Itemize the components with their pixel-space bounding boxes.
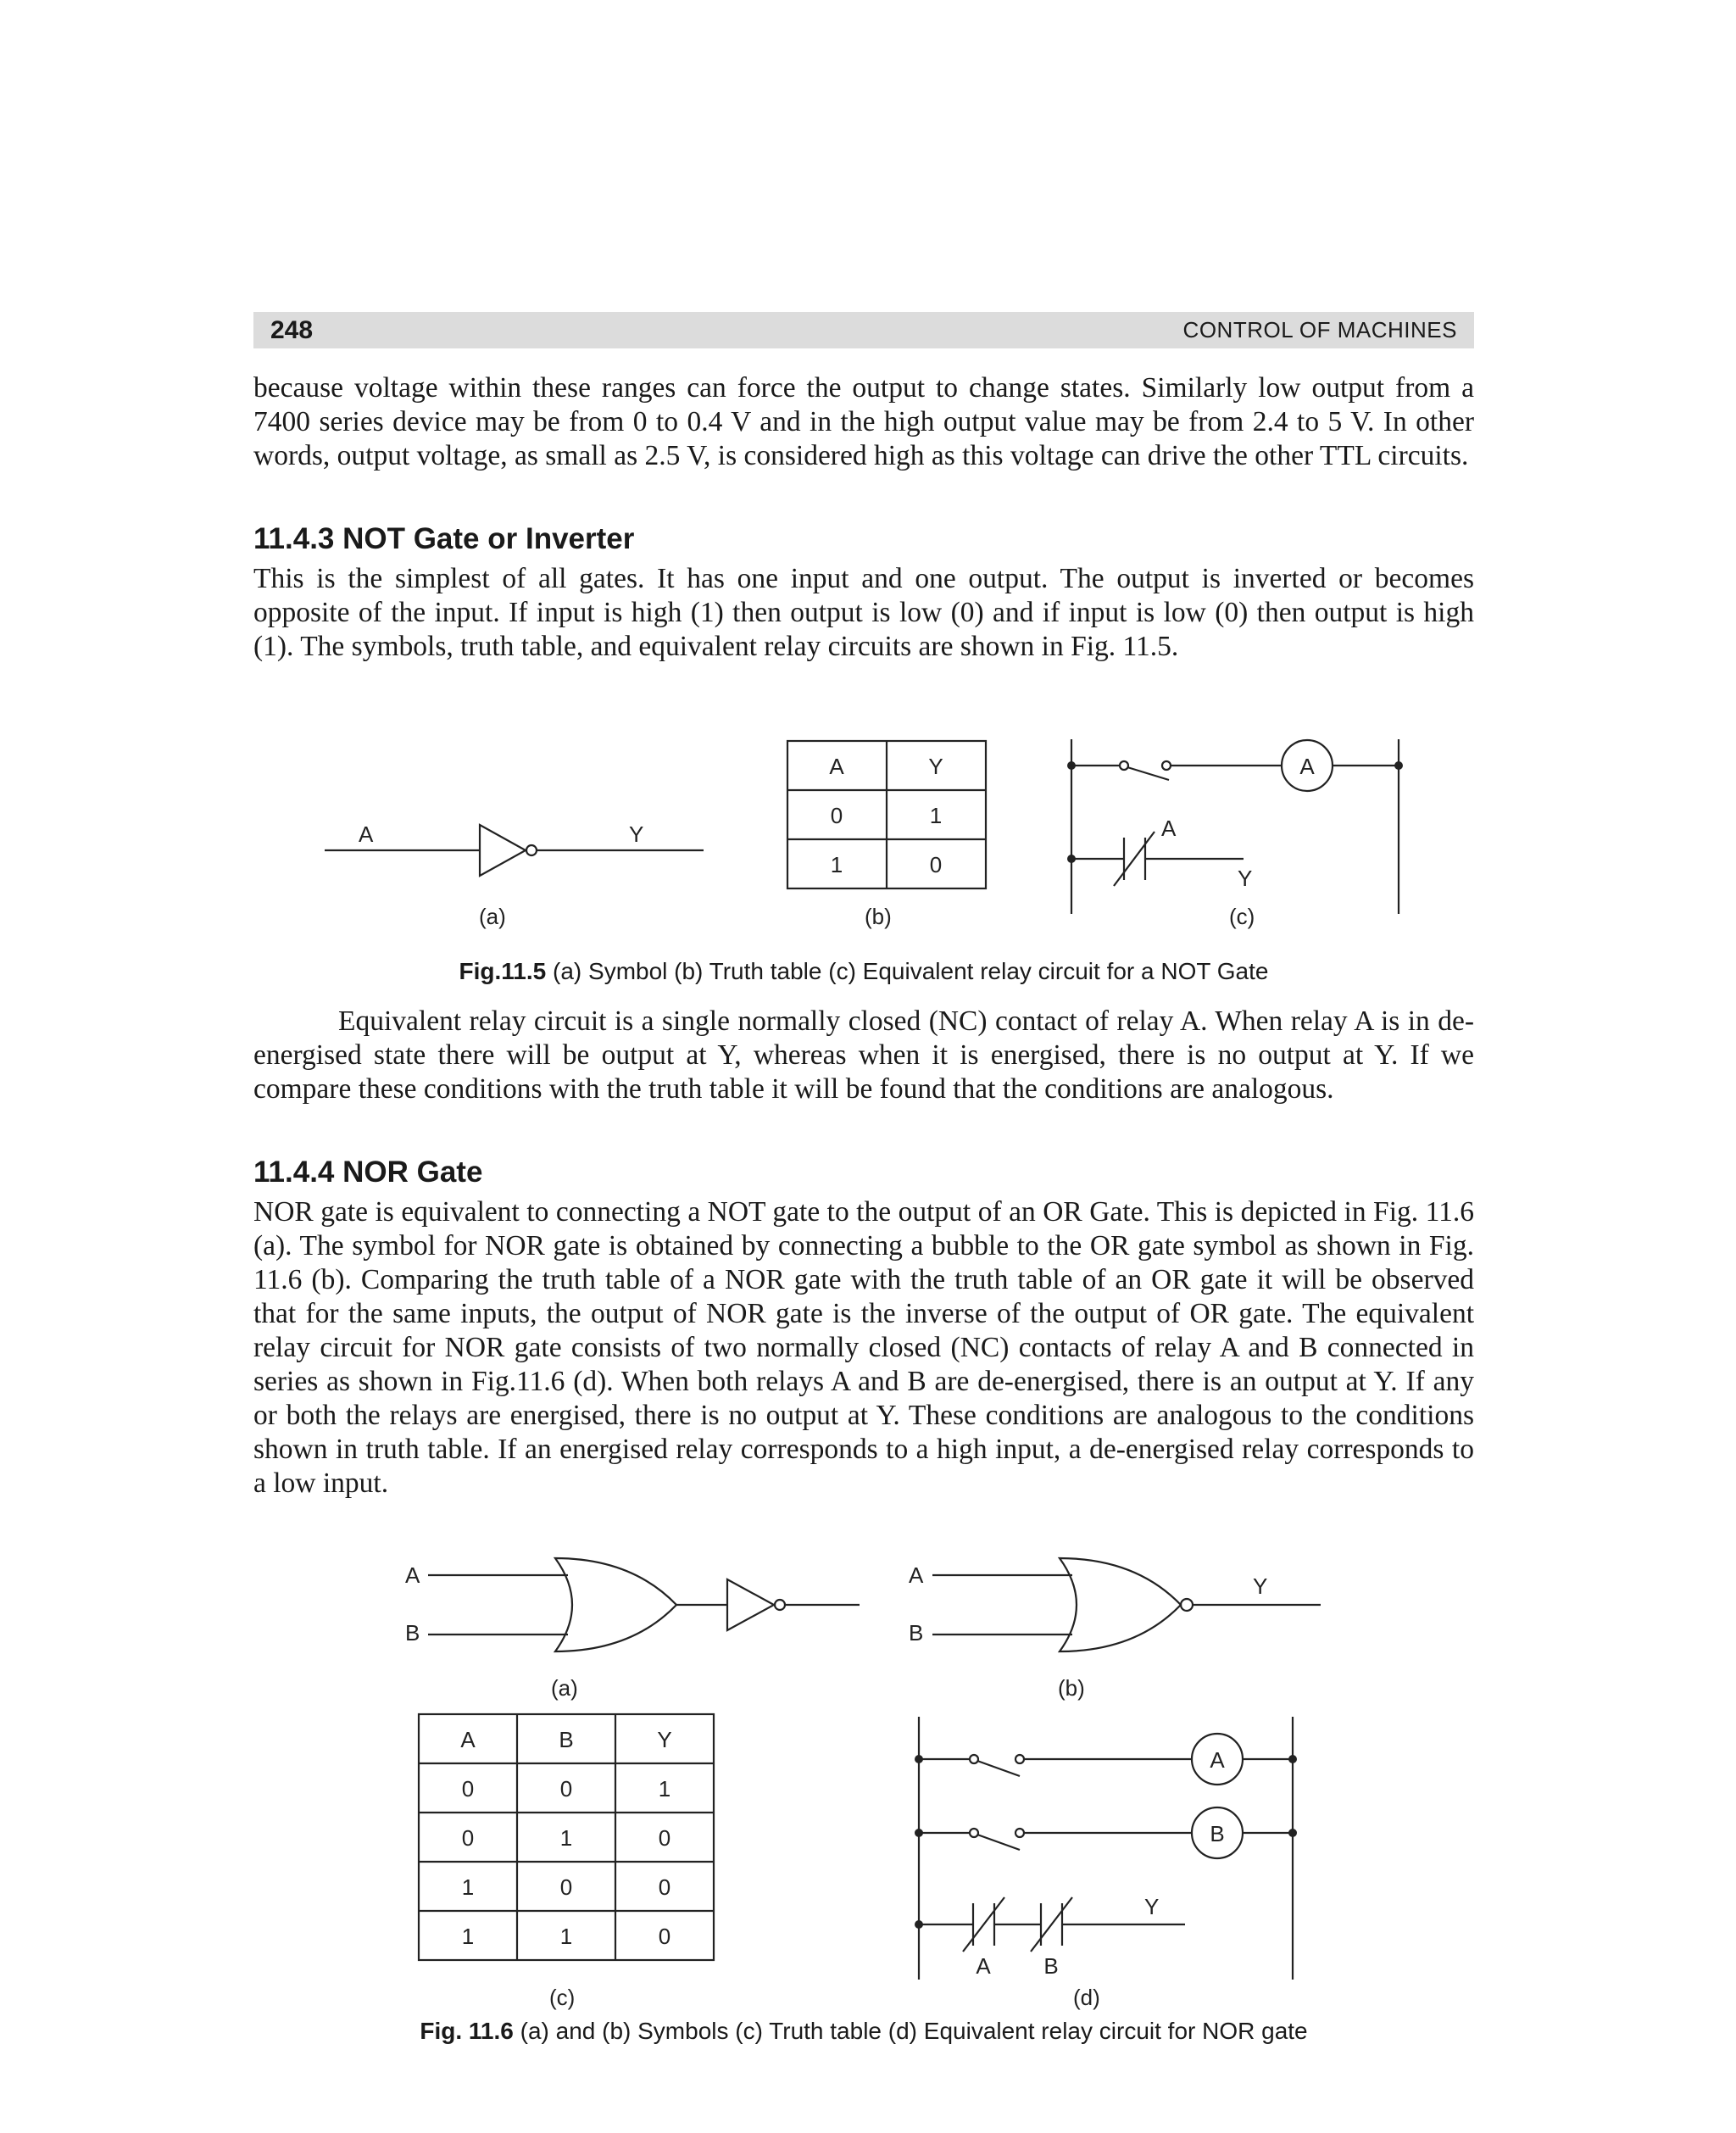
input-b-label: B <box>405 1620 420 1646</box>
fig5-label-c: (c) <box>1229 904 1255 929</box>
fig6-label-c: (c) <box>549 1985 576 2010</box>
or-not-gate-symbol <box>405 1558 860 1701</box>
input-a-label: A <box>909 1562 924 1588</box>
page-number: 248 <box>270 315 314 344</box>
table-cell: 1 <box>461 1924 475 1949</box>
input-a-label: A <box>405 1562 420 1588</box>
table-cell: 0 <box>461 1825 475 1851</box>
relay-coil-b-label: B <box>1210 1821 1225 1846</box>
fig5-label-a: (a) <box>479 904 506 929</box>
gate-input-label: A <box>359 821 374 847</box>
table-header: B <box>559 1727 574 1752</box>
section-heading-not-gate: 11.4.3 NOT Gate or Inverter <box>253 522 635 555</box>
output-y-label: Y <box>1253 1573 1268 1599</box>
figure-11-6-caption: Fig. 11.6 (a) and (b) Symbols (c) Truth table (d) Equivalent relay circuit for NOR gate <box>420 2018 1308 2044</box>
table-cell: 0 <box>461 1776 475 1802</box>
table-cell: 1 <box>559 1825 573 1851</box>
not-truth-table <box>787 741 986 929</box>
relay-contact-b-label: B <box>1043 1953 1059 1979</box>
table-cell: 1 <box>559 1924 573 1949</box>
relay-contact-a-label: A <box>976 1953 991 1979</box>
table-cell: 0 <box>658 1874 671 1900</box>
fig6-label-a: (a) <box>551 1675 578 1701</box>
gate-output-label: Y <box>629 821 644 847</box>
relay-output-label: Y <box>1144 1894 1160 1919</box>
table-cell: 0 <box>929 852 943 877</box>
table-cell: 0 <box>830 803 843 828</box>
table-cell: 0 <box>559 1874 573 1900</box>
fig6-label-b: (b) <box>1058 1675 1085 1701</box>
table-header: Y <box>657 1727 672 1752</box>
not-gate-symbol <box>325 821 704 929</box>
input-b-label: B <box>909 1620 924 1646</box>
relay-contact-label: A <box>1161 816 1177 841</box>
table-header: Y <box>928 754 943 779</box>
fig5-label-b: (b) <box>865 904 892 929</box>
nor-gate-symbol <box>909 1558 1321 1701</box>
nor-relay-circuit <box>915 1717 1297 2010</box>
table-cell: 1 <box>830 852 843 877</box>
fig6-label-d: (d) <box>1073 1985 1100 2010</box>
table-cell: 0 <box>658 1924 671 1949</box>
paragraph-not-gate: This is the simplest of all gates. It has one input and one output. The output is inverted or becomes opposite of the input. If input is high (1) then output is low (0) and if input is low (0) then output is high (1). The symbols, truth table, and equivalent relay circuits are shown in Fig. 11.5. <box>253 563 1474 662</box>
relay-output-label: Y <box>1238 866 1253 891</box>
not-relay-circuit <box>1067 739 1403 929</box>
nor-truth-table <box>419 1714 714 2010</box>
running-title: CONTROL OF MACHINES <box>1182 317 1457 343</box>
section-heading-nor-gate: 11.4.4 NOR Gate <box>253 1156 483 1189</box>
figure-11-5-caption: Fig.11.5 (a) Symbol (b) Truth table (c) Equivalent relay circuit for a NOT Gate <box>459 958 1269 984</box>
paragraph-ttl-voltage: because voltage within these ranges can force the output to change states. Similarly low output from a 7400 series device may be from 0 to 0.4 V and in the high output value may be from 2.4 to 5 V. In other words, output voltage, as small as 2.5 V, is considered high as this voltage can drive the other TTL circuits. <box>253 372 1474 471</box>
relay-coil-label: A <box>1299 754 1315 779</box>
page-header <box>253 312 1474 348</box>
relay-coil-a-label: A <box>1210 1747 1225 1773</box>
paragraph-nor-gate: NOR gate is equivalent to connecting a NOT gate to the output of an OR Gate. This is depicted in Fig. 11.6 (a). The symbol for NOR gate is obtained by connecting a bubble to the OR gate symbol as shown in Fig. 11.6 (b). Comparing the truth table of a NOR gate with the truth table of an OR gate it will be observed that for the same inputs, the output of NOR gate is the inverse of the output of OR gate. The equivalent relay circuit for NOR gate consists of two normally closed (NC) contacts of relay A and B connected in series as shown in Fig.11.6 (d). When both relays A and B are de-energised, there is an output at Y. If any or both the relays are energised, there is no output at Y. These conditions are analogous to the conditions shown in truth table. If an energised relay corresponds to a high input, a de-energised relay corresponds to a low input. <box>253 1196 1474 1499</box>
table-cell: 1 <box>461 1874 475 1900</box>
table-header: A <box>829 754 844 779</box>
table-cell: 0 <box>658 1825 671 1851</box>
table-cell: 1 <box>929 803 943 828</box>
table-header: A <box>460 1727 476 1752</box>
table-cell: 1 <box>658 1776 671 1802</box>
paragraph-not-relay: Equivalent relay circuit is a single normally closed (NC) contact of relay A. When relay A is in de-energised state there will be output at Y, whereas when it is energised, there is no output at Y. If we compare these conditions with the truth table it will be found that the conditions are analogous. <box>253 1005 1474 1105</box>
table-cell: 0 <box>559 1776 573 1802</box>
